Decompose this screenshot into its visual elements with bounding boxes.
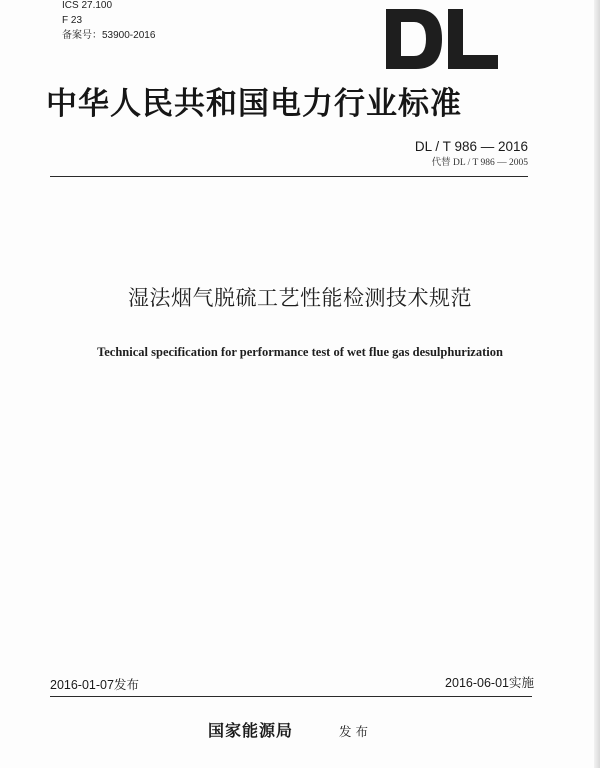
dl-logo <box>386 9 498 69</box>
standard-number: DL / T 986 — 2016 <box>414 139 528 154</box>
standard-organization-title: 中华人民共和国电力行业标准 <box>46 86 462 122</box>
publisher-name: 国家能源局 <box>208 721 294 740</box>
filing-number: 备案号：53900-2016 <box>62 30 156 41</box>
replaces-standard: 代替 DL / T 986 — 2005 <box>431 158 528 168</box>
document-title-chinese: 湿法烟气脱硫工艺性能检测技术规范 <box>128 286 472 310</box>
classification-code: F 23 <box>62 15 83 26</box>
dl-logo-letter-l <box>448 9 498 69</box>
publish-label: 发布 <box>339 724 373 739</box>
page-edge-shadow <box>594 0 600 768</box>
issue-date: 2016-01-07发布 <box>50 678 139 692</box>
dl-logo-mark <box>386 9 498 69</box>
dl-logo-letter-d <box>386 9 442 69</box>
top-divider <box>50 176 528 177</box>
ics-code: ICS 27.100 <box>62 0 113 11</box>
document-title-english: Technical specification for performance test of wet flue gas desulphurization <box>97 345 503 359</box>
bottom-divider <box>50 696 532 697</box>
implementation-date: 2016-06-01实施 <box>445 676 534 690</box>
